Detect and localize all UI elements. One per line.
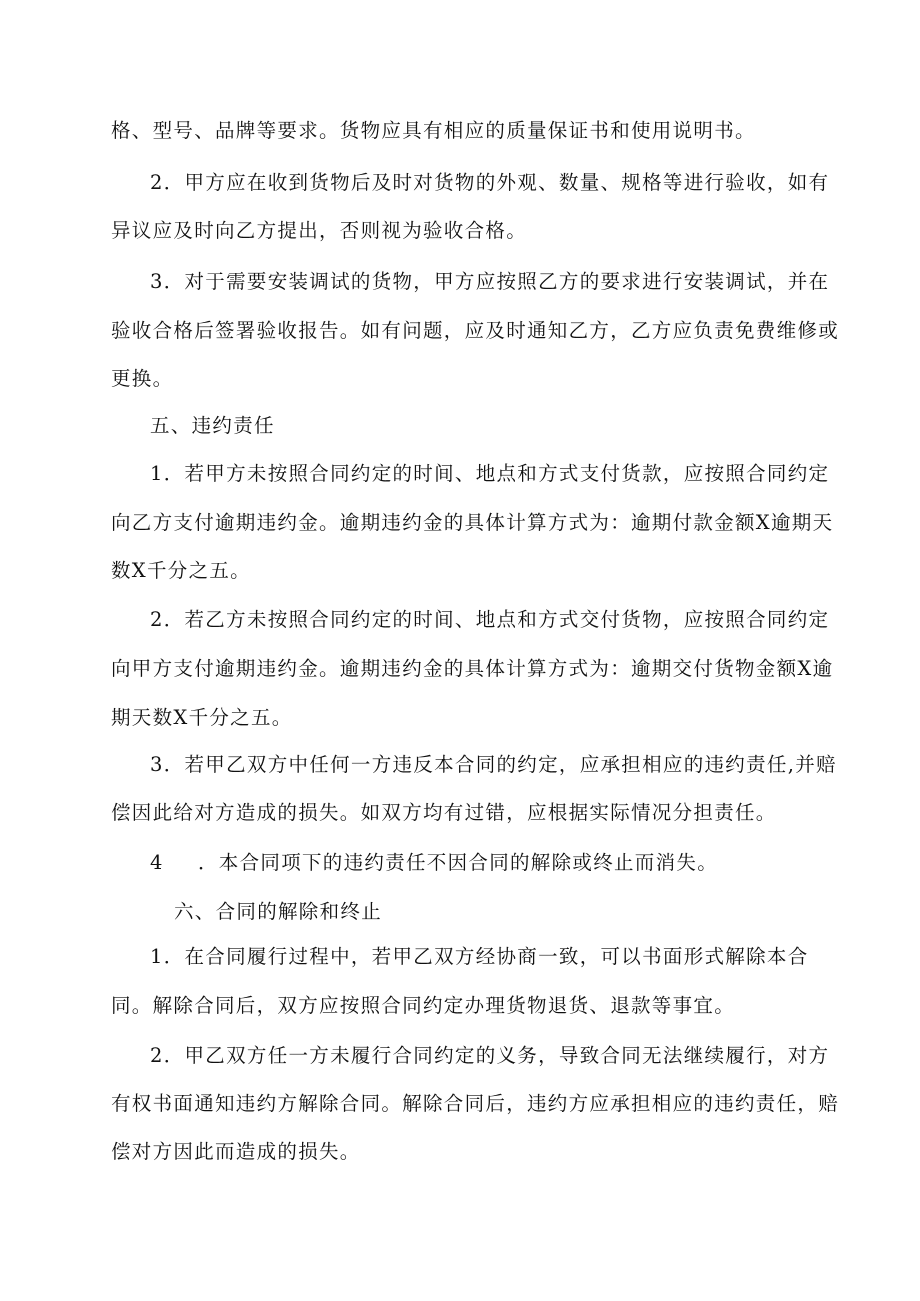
termination-item-2-line: 偿对方因此而造成的损失。 <box>111 1140 361 1163</box>
section-heading-breach: 五、违约责任 <box>150 414 275 437</box>
acceptance-item-3-line: 更换。 <box>111 367 174 390</box>
acceptance-item-2-line: 2．甲方应在收到货物后及时对货物的外观、数量、规格等进行验收，如有 <box>150 171 830 194</box>
breach-item-4-text: ．本合同项下的违约责任不因合同的解除或终止而消失。 <box>198 851 719 874</box>
section-heading-termination: 六、合同的解除和终止 <box>174 900 383 923</box>
breach-item-4-number: 4 <box>150 851 164 874</box>
paragraph-line: 格、型号、品牌等要求。货物应具有相应的质量保证书和使用说明书。 <box>111 119 756 142</box>
breach-item-3-line: 3．若甲乙双方中任何一方违反本合同的约定，应承担相应的违约责任,并赔 <box>150 753 837 776</box>
termination-item-2-line: 2．甲乙双方任一方未履行合同约定的义务，导致合同无法继续履行，对方 <box>150 1044 830 1067</box>
breach-item-1-line: 数X千分之五。 <box>111 559 251 582</box>
breach-item-2-line: 期天数X千分之五。 <box>111 706 293 729</box>
breach-item-1-line: 1．若甲方未按照合同约定的时间、地点和方式支付货款，应按照合同约定 <box>150 462 830 485</box>
breach-item-2-line: 向甲方支付逾期违约金。逾期违约金的具体计算方式为：逾期交付货物金额X逾 <box>111 657 834 680</box>
breach-item-1-line: 向乙方支付逾期违约金。逾期违约金的具体计算方式为：逾期付款金额X逾期天 <box>111 511 834 534</box>
termination-item-2-line: 有权书面通知违约方解除合同。解除合同后，违约方应承担相应的违约责任，赔 <box>111 1092 840 1115</box>
acceptance-item-2-line: 异议应及时向乙方提出，否则视为验收合格。 <box>111 219 528 242</box>
termination-item-1-line: 同。解除合同后，双方应按照合同约定办理货物退货、退款等事宜。 <box>111 994 736 1017</box>
breach-item-2-line: 2．若乙方未按照合同约定的时间、地点和方式交付货物，应按照合同约定 <box>150 608 830 631</box>
acceptance-item-3-line: 验收合格后签署验收报告。如有问题，应及时通知乙方，乙方应负责免费维修或 <box>111 319 840 342</box>
breach-item-3-line: 偿因此给对方造成的损失。如双方均有过错，应根据实际情况分担责任。 <box>111 801 777 824</box>
termination-item-1-line: 1．在合同履行过程中，若甲乙双方经协商一致，可以书面形式解除本合 <box>150 945 809 968</box>
acceptance-item-3-line: 3．对于需要安装调试的货物，甲方应按照乙方的要求进行安装调试，并在 <box>150 270 830 293</box>
